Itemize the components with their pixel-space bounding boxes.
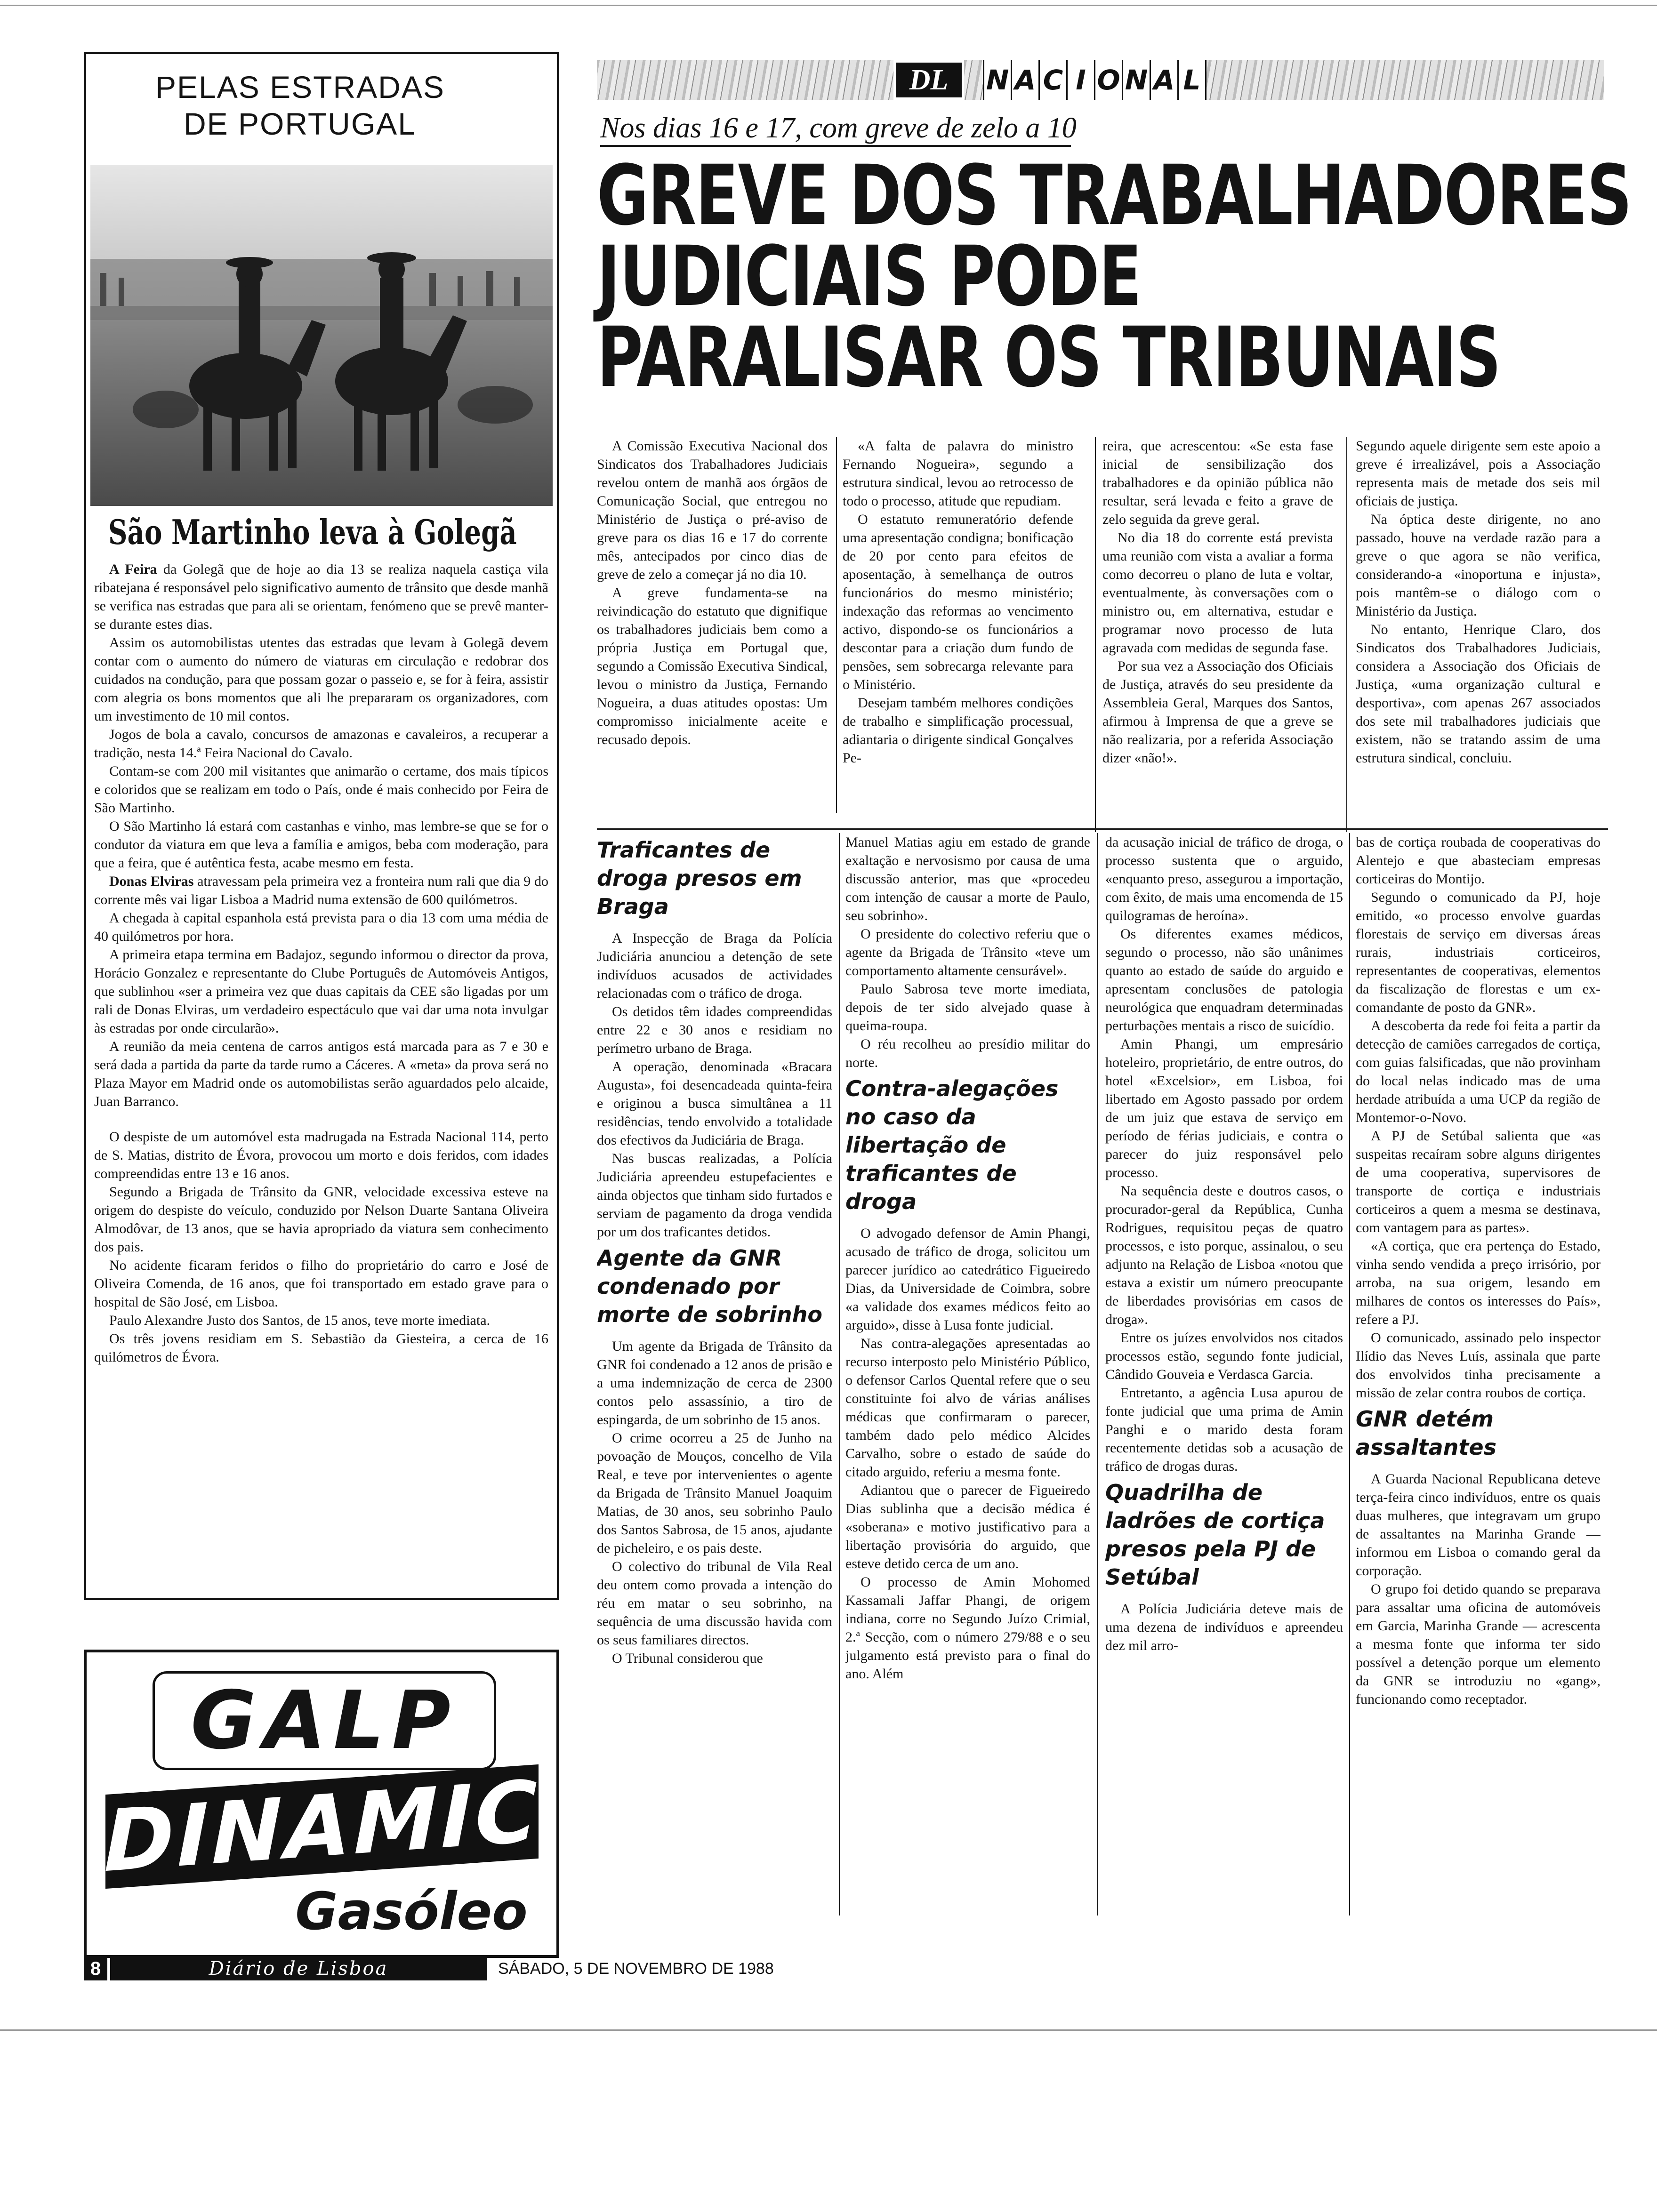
- paragraph: O presidente do colectivo referiu que o agente da Brigada de Trânsito «teve um comportamento altamente censurável».: [845, 926, 1090, 978]
- paragraph: Contam-se com 200 mil visitantes que animarão o certame, dos mais típicos e coloridos que se realizam em todo o País, onde é mais conhecido por Feira de São Martinho.: [94, 763, 548, 816]
- paragraph: reira, que acrescentou: «Se esta fase inicial de sensibilização dos trabalhadores e da opinião pública não resultar, será levada e feito a grave de zelo seguida da greve geral.: [1102, 438, 1333, 527]
- kicker-underline: [600, 145, 1071, 147]
- lead-in: Donas Elviras: [109, 874, 194, 889]
- galp-logo: GALP: [153, 1671, 496, 1770]
- paragraph: Na sequência deste e doutros casos, o procurador-geral da República, Cunha Rodrigues, requisitou peças de quatro processos, e isto porque, assinalou, o seu adjunto na Relação de Lisboa «notou que estava a existir um número preocupante de liberdades provisórias em casos de droga».: [1105, 1183, 1343, 1327]
- main-column-2: [843, 437, 1073, 832]
- newspaper-name: Diário de Lisboa: [110, 1957, 487, 1980]
- paragraph: A Inspecção de Braga da Polícia Judiciária anunciou a detenção de sete indivíduos acusados de actividades relacionadas com o tráfico de droga.: [597, 930, 832, 1001]
- column-divider: [1095, 437, 1096, 832]
- paragraph: No entanto, Henrique Claro, dos Sindicatos dos Trabalhadores Judiciais, considera a Associação dos Oficiais de Justiça, «uma organização cultural e desportiva», com apenas 267 associados dos sete mil trabalhadores judiciais que existem, não se tratando assim de uma estrutura sindical, concluiu.: [1356, 622, 1601, 766]
- paragraph: Um agente da Brigada de Trânsito da GNR foi condenado a 12 anos de prisão e a uma indemnização de cerca de 2300 contos pelo assassínio, a tiro de espingarda, de um sobrinho de 15 anos.: [597, 1338, 832, 1427]
- paragraph: Manuel Matias agiu em estado de grande exaltação e nervosismo por causa de uma discussão anterior, mas que «procedeu com intenção de causar a morte de Paulo, seu sobrinho».: [845, 834, 1090, 923]
- paragraph: Os detidos têm idades compreendidas entre 22 e 30 anos e residiam no perímetro urbano de Braga.: [597, 1004, 832, 1056]
- paragraph: A reunião da meia centena de carros antigos está marcada para as 7 e 30 e será dada a partida da parte da tarde rumo a Cáceres. A «meta» da prova será no Plaza Mayor em Madrid onde os automobilistas serão aguardados pelo alcaide, Juan Barranco.: [94, 1039, 548, 1109]
- paragraph: Nas contra-alegações apresentadas ao recurso interposto pelo Ministério Público, o defensor Carlos Quental refere que o seu constituinte foi alvo de várias análises médicas que confirmaram o parecer, também dado pelo médico Alcides Carvalho, sobre o estado de saúde do citado arguido, referiu a mesma fonte.: [845, 1336, 1090, 1480]
- paragraph: A descoberta da rede foi feita a partir da detecção de camiões carregados de cortiça, com guias falsificadas, que não provinham do local nelas indicado mas de uma herdade atribuída a uma UCP da região de Montemor-o-Novo.: [1356, 1018, 1601, 1125]
- paragraph: Entre os juízes envolvidos nos citados processos estão, segundo fonte judicial, Cândido Gouveia e Verdasca Garcia.: [1105, 1330, 1343, 1382]
- scan-edge-bottom: [0, 2029, 1657, 2031]
- paragraph-text: atravessam pela primeira vez a fronteira num rali que dia 9 do corrente mês vai ligar Lisboa a Madrid numa extensão de 600 quilómetros.: [94, 874, 548, 907]
- paragraph: A Comissão Executiva Nacional dos Sindicatos dos Trabalhadores Judiciais revelou ontem de manhã aos órgãos de Comunicação Social, que entregou no Ministério de Justiça o pré-aviso de greve para os dias 16 e 17 do corrente mês, antecipados por cinco dias de greve de zelo a começar já no dia 10.: [597, 438, 828, 582]
- paragraph: Na óptica deste dirigente, no ano passado, houve na verdade razão para a greve o que agora se não verifica, considerando-a «inoportuna e injusta», pois mantêm-se o diálogo com o Ministério da Justiça.: [1356, 512, 1601, 619]
- paragraph: O São Martinho lá estará com castanhas e vinho, mas lembre-se que se for o condutor da viatura em que leva a família e amigos, beba com moderação, para que a feira, que é autêntica festa, acabe mesmo em festa.: [94, 818, 548, 871]
- main-headline: [597, 147, 1632, 406]
- kicker-line-2: DE PORTUGAL: [184, 106, 416, 141]
- section-title-letter: A: [1011, 60, 1038, 100]
- paragraph: O advogado defensor de Amin Phangi, acusado de tráfico de droga, solicitou um parecer jurídico ao catedrático Figueiredo Dias, da Universidade de Coimbra, sobre «a validade dos exames médicos feito ao arguido», disse à Lusa fonte judicial.: [845, 1226, 1090, 1333]
- column-kicker: [155, 71, 494, 151]
- horse-riders-illustration: [90, 165, 553, 506]
- section-title-letter: N: [983, 60, 1011, 100]
- paragraph: «A falta de palavra do ministro Fernando Nogueira», segundo a estrutura sindical, levou ao retrocesso de todo o processo, atitude que repudiam.: [843, 438, 1073, 509]
- left-article-body: [94, 560, 548, 1586]
- paragraph: [94, 560, 548, 633]
- paragraph-text: da Golegã que de hoje ao dia 13 se realiza naquela castiça vila ribatejana é responsável pelo significativo aumento de trânsito que desde manhã se verifica nas estradas que para ali se orientam, fenómeno que se prevê manter-se durante estes dias.: [94, 561, 548, 632]
- left-headline: São Martinho leva à Golegã: [108, 512, 517, 552]
- paragraph: [94, 872, 548, 909]
- gasoleo-label: Gasóleo: [295, 1881, 528, 1941]
- paragraph: Segundo o comunicado da PJ, hoje emitido, «o processo envolve guardas florestais de serviço em diversas áreas rurais, industriais corticeiros, representantes de cooperativas, elementos da fiscalização de florestas e um ex-comandante de posto da GNR».: [1356, 890, 1601, 1015]
- section-title-letter: A: [1150, 60, 1177, 100]
- paragraph: Os diferentes exames médicos, segundo o processo, não são unânimes quanto ao estado de saúde do arguido e apresentam conclusões de patologia neurológica que enquadram determinadas perturbações mentais a risco de suicídio.: [1105, 926, 1343, 1034]
- paragraph: O estatuto remuneratório defende uma apresentação condigna; bonificação de 20 por cento para efeitos de aposentação, à semelhança de outros funcionários do mesmo ministério; indexação das reformas ao vencimento activo, dispondo-se os funcionários a descontar para a criação dum fundo de pensões, sem sobrecarga relevante para o Ministério.: [843, 512, 1073, 692]
- main-column-4: [1356, 437, 1601, 827]
- paragraph: da acusação inicial de tráfico de droga, o processo sustenta que o arguido, «enquanto preso, assegurou a importação, com êxito, de mais uma encomenda de 15 quilogramas de heroína».: [1105, 834, 1343, 923]
- main-column-3: [1102, 437, 1333, 832]
- headline-line-3: PARALISAR OS TRIBUNAIS: [597, 309, 1501, 406]
- section-title: [983, 60, 1207, 100]
- section-title-letter: I: [1066, 60, 1094, 100]
- paragraph: A primeira etapa termina em Badajoz, segundo informou o director da prova, Horácio Gonzalez e representante do Clube Português de Automóveis Antigos, que sublinhou «ser a primeira vez que duas capitais da CEE são ligadas por um rali de Donas Elviras, um verdadeiro espectáculo que vai dar uma nota invulgar às estradas por onde circularão».: [94, 947, 548, 1036]
- paragraph: Paulo Alexandre Justo dos Santos, de 15 anos, teve morte imediata.: [109, 1313, 491, 1328]
- story-subhead: Agente da GNR condenado por morte de sobrinho: [597, 1245, 823, 1327]
- paragraph: O Tribunal considerou que: [612, 1651, 763, 1666]
- story-separator: [597, 828, 1608, 830]
- paragraph: A operação, denominada «Bracara Augusta», foi desencadeada quinta-feira e originou a busca simultânea a 11 residências, tendo envolvido a totalidade dos efectivos da Judiciária de Braga.: [597, 1059, 832, 1148]
- paragraph: O despiste de um automóvel esta madrugada na Estrada Nacional 114, perto de S. Matias, distrito de Évora, provocou um morto e dois feridos, com idades compreendidas entre 13 e 16 anos.: [94, 1129, 548, 1181]
- paragraph: Os três jovens residiam em S. Sebastião da Giesteira, a cerca de 16 quilómetros de Évora.: [94, 1331, 548, 1365]
- section-title-letter: N: [1122, 60, 1150, 100]
- paragraph: A PJ de Setúbal salienta que «as suspeitas recaíram sobre alguns dirigentes de uma cooperativa, supervisores de transporte de cortiça e industriais corticeiros a quem a mesma se destinava, com vantagem para as partes».: [1356, 1128, 1601, 1235]
- paragraph: Entretanto, a agência Lusa apurou de fonte judicial que uma prima de Amin Panghi e o marido desta foram recentemente detidas sob a acusação de tráfico de drogas duras.: [1105, 1385, 1343, 1474]
- galp-ad: [84, 1650, 559, 1958]
- paragraph: bas de cortiça roubada de cooperativas do Alentejo e que abasteciam empresas corticeiras do Montijo.: [1356, 834, 1601, 887]
- story-subhead: Contra-alegações no caso da libertação de traficantes de droga: [845, 1076, 1059, 1214]
- column-divider: [1346, 437, 1347, 832]
- lower-column-1: [597, 833, 832, 1915]
- issue-date: SÁBADO, 5 DE NOVEMBRO DE 1988: [498, 1960, 774, 1978]
- lower-column-4: [1356, 833, 1601, 1915]
- paragraph: Amin Phangi, um empresário hoteleiro, proprietário, de entre outros, do hotel «Excelsior», em Lisboa, foi libertado em Agosto passado por ordem de um juiz que estava de serviço em período de férias judiciais, e contra o parecer do juiz responsável pelo processo.: [1105, 1036, 1343, 1180]
- paragraph: O crime ocorreu a 25 de Junho na povoação de Mouços, concelho de Vila Real, e teve por intervenientes o agente da Brigada de Trânsito Manuel Joaquim Matias, de 30 anos, seu sobrinho Paulo dos Santos Sabrosa, de 15 anos, ajudante de picheleiro, e os pais deste.: [597, 1430, 832, 1556]
- paragraph: O colectivo do tribunal de Vila Real deu ontem como provada a intenção do réu em matar o seu sobrinho, na sequência de uma discussão havida com os seus familiares directos.: [597, 1559, 832, 1648]
- paragraph: No dia 18 do corrente está prevista uma reunião com vista a avaliar a forma como decorreu o plano de luta e voltar, eventualmente, às conversações com o ministro ou, em alternativa, estudar e programar novo processo de luta agravada com medidas de segunda fase.: [1102, 530, 1333, 656]
- main-kicker: Nos dias 16 e 17, com greve de zelo a 10: [600, 112, 1077, 144]
- section-header-bar: [597, 60, 1604, 100]
- headline-line-1: GREVE DOS TRABALHADORES: [597, 147, 1632, 244]
- scan-edge-top: [0, 5, 1657, 6]
- section-title-letter: O: [1094, 60, 1122, 100]
- story-subhead: GNR detém assaltantes: [1356, 1406, 1496, 1460]
- paragraph: Desejam também melhores condições de trabalho e simplificação processual, adiantaria o dirigente sindical Gonçalves Pe-: [843, 695, 1073, 766]
- paragraph: A chegada à capital espanhola está prevista para o dia 13 com uma média de 40 quilómetros por hora.: [94, 910, 548, 944]
- column-divider: [836, 437, 837, 813]
- paragraph: No acidente ficaram feridos o filho do proprietário do carro e José de Oliveira Comenda, de 16 anos, que foi transportado em estado grave para o hospital de São José, em Lisboa.: [94, 1258, 548, 1310]
- section-title-letter: C: [1038, 60, 1066, 100]
- paragraph: O comunicado, assinado pelo inspector Ilídio das Neves Luís, assinala que parte dos envolvidos tinha precisamente a missão de zelar contra roubos de cortiça.: [1356, 1330, 1601, 1401]
- paragraph: A Guarda Nacional Republicana deteve terça-feira cinco indivíduos, entre os quais duas mulheres, que integravam um grupo de assaltantes na Marinha Grande — informou em Lisboa o comando geral da corporação.: [1356, 1471, 1601, 1579]
- feira-photo: [90, 165, 553, 506]
- paragraph: O processo de Amin Mohomed Kassamali Jaffar Phangi, de origem indiana, corre no Segundo Juízo Crimial, 2.ª Secção, com o número 279/88 e o seu julgamento está previsto para o final do ano. Além: [845, 1574, 1090, 1682]
- paragraph: Nas buscas realizadas, a Polícia Judiciária apreendeu estupefacientes e ainda objectos que tinham sido furtados e serviam de pagamento da droga vendida por um dos traficantes detidos.: [597, 1151, 832, 1240]
- column-divider: [839, 833, 840, 1915]
- lead-in: A Feira: [109, 561, 157, 577]
- page-footer: [84, 1957, 1609, 1980]
- headline-line-2: JUDICIAIS PODE: [597, 228, 1142, 325]
- kicker-line-1: PELAS ESTRADAS: [155, 70, 445, 104]
- lower-column-3: [1105, 833, 1343, 1915]
- lower-column-2: [845, 833, 1090, 1915]
- paragraph: Paulo Sabrosa teve morte imediata, depois de ter sido alvejado quase à queima-roupa.: [845, 981, 1090, 1034]
- paragraph: «A cortiça, que era pertença do Estado, vinha sendo vendida a preço irrisório, por arroba, na sua origem, lesando em milhares de contos os interesses do País», refere a PJ.: [1356, 1238, 1601, 1327]
- paragraph: Segundo a Brigada de Trânsito da GNR, velocidade excessiva esteve na origem do despiste do veículo, conduzido por Nelson Duarte Santana Oliveira Almodôvar, de 13 anos, que se havia apropriado da viatura sem conhecimento dos pais.: [94, 1184, 548, 1255]
- paragraph: Assim os automobilistas utentes das estradas que levam à Golegã devem contar com o aumento do número de viaturas em circulação e redobrar dos cuidados na condução, para que possam gozar o passeio e, se for à feira, assistir com alegria os bons momentos que ali lhe prepararam os organizadores, com um investimento de 10 mil contos.: [94, 635, 548, 724]
- section-title-letter: L: [1177, 60, 1205, 100]
- paragraph: Segundo aquele dirigente sem este apoio a greve é irrealizável, pois a Associação representa mais de metade dos seis mil oficiais de justiça.: [1356, 438, 1601, 509]
- paragraph: Jogos de bola a cavalo, concursos de amazonas e cavaleiros, a recuperar a tradição, nesta 14.ª Feira Nacional do Cavalo.: [94, 727, 548, 761]
- paragraph: A greve fundamenta-se na reivindicação do estatuto que dignifique os trabalhadores judiciais bem como a própria Justiça em Portugal que, segundo a Comissão Executiva Sindical, levou o ministro da Justiça, Fernando Nogueira, a duas atitudes opostas: Um compromisso inicialmente aceite e recusado depois.: [597, 585, 828, 747]
- paragraph: Por sua vez a Associação dos Oficiais de Justiça, através do seu presidente da Assembleia Geral, Marques dos Santos, afirmou à Imprensa de que a greve se não realizaria, por a referida Associação dizer «não!».: [1102, 658, 1333, 766]
- main-column-1: [597, 437, 828, 813]
- dinamic-banner: DINAMIC: [104, 1762, 540, 1891]
- story-subhead: Traficantes de droga presos em Braga: [597, 837, 802, 919]
- dl-logo: DL: [893, 60, 964, 100]
- page-number: 8: [84, 1957, 107, 1980]
- column-divider: [1097, 833, 1098, 1915]
- paragraph: O réu recolheu ao presídio militar do norte.: [845, 1036, 1090, 1070]
- column-divider: [1349, 833, 1350, 1915]
- paragraph: O grupo foi detido quando se preparava para assaltar uma oficina de automóveis em Garcia, Marinha Grande — acrescenta a mesma fonte que informa ter sido possível a detenção porque um elemento da GNR se introduziu no «gang», funcionando como receptador.: [1356, 1581, 1601, 1707]
- paragraph: A Polícia Judiciária deteve mais de uma dezena de indivíduos e apreendeu dez mil arro-: [1105, 1601, 1343, 1653]
- story-subhead: Quadrilha de ladrões de cortiça presos pela PJ de Setúbal: [1105, 1480, 1325, 1590]
- paragraph: Adiantou que o parecer de Figueiredo Dias sublinha que a decisão médica é «soberana» e motivo justificativo para a libertação provisória do arguido, que esteve detido cerca de um ano.: [845, 1483, 1090, 1571]
